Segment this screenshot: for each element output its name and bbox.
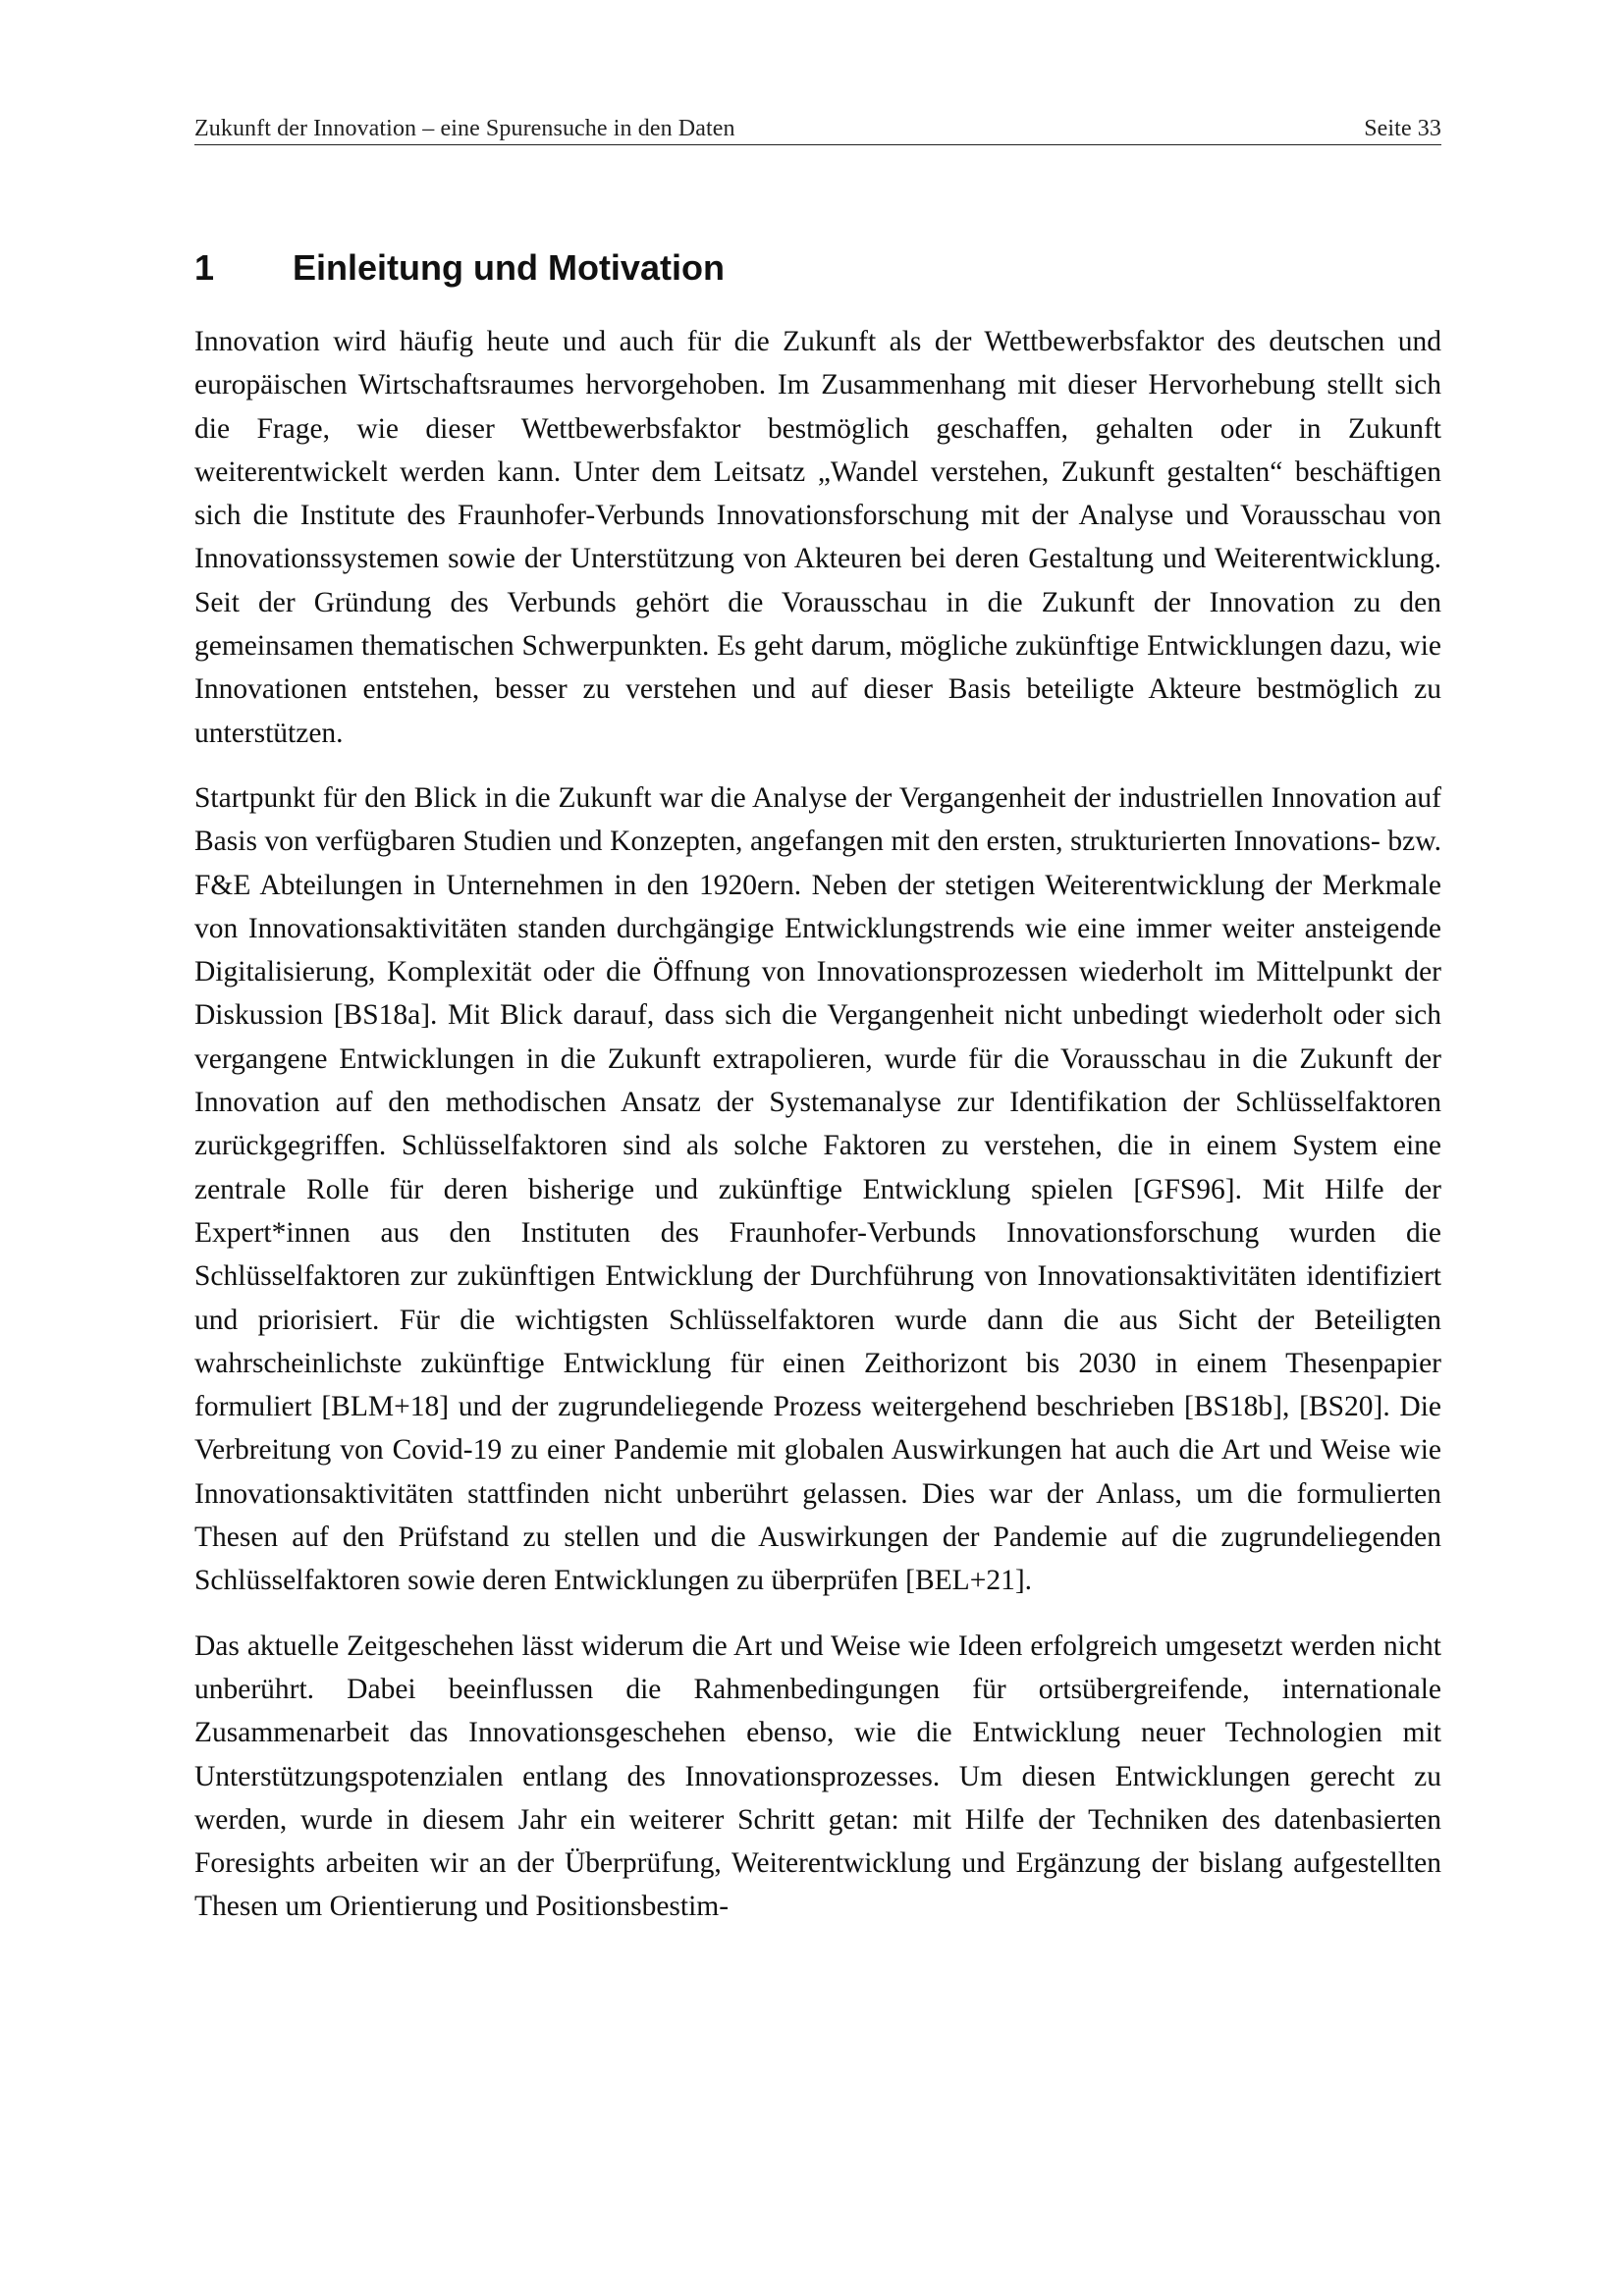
paragraph-1: Innovation wird häufig heute und auch für die Zukunft als der Wettbewerbsfaktor des deutschen und europäischen Wirtschaftsraumes hervorgehoben. Im Zusammenhang mit dieser Hervorhebung stellt sich die Frage, wie dieser Wettbewerbsfaktor bestmöglich geschaffen, gehalten oder in Zukunft weiterentwickelt werden kann. Unter dem Leitsatz „Wandel verstehen, Zukunft gestalten“ beschäftigen sich die Institute des Fraunhofer-Verbunds Innovationsforschung mit der Analyse und Vorausschau von Innovationssystemen sowie der Unterstützung von Akteuren bei deren Gestaltung und Weiterentwicklung. Seit der Gründung des Verbunds gehört die Vorausschau in die Zukunft der Innovation zu den gemeinsamen thematischen Schwerpunkten. Es geht darum, mögliche zukünftige Entwicklungen dazu, wie Innovationen entstehen, besser zu verstehen und auf dieser Basis beteiligte Akteure bestmöglich zu unterstützen. (194, 326, 1441, 749)
paragraph-3: Das aktuelle Zeitgeschehen lässt widerum die Art und Weise wie Ideen erfolgreich umgesetzt werden nicht unberührt. Dabei beeinflussen die Rahmenbedingungen für ortsübergreifende, internationale Zusammenarbeit das Innovationsgeschehen ebenso, wie die Entwicklung neuer Technologien mit Unterstützungspotenzialen entlang des Innovationsprozesses. Um diesen Entwicklungen gerecht zu werden, wurde in diesem Jahr ein weiterer Schritt getan: mit Hilfe der Techniken des datenbasierten Foresights arbeiten wir an der Überprüfung, Weiterentwicklung und Ergänzung der bislang aufgestellten Thesen um Orientierung und Positionsbestim- (194, 1629, 1441, 1923)
paragraph-2: Startpunkt für den Blick in die Zukunft war die Analyse der Vergangenheit der industriellen Innovation auf Basis von verfügbaren Studien und Konzepten, angefangen mit den ersten, strukturierten Innovations- bzw. F&E Abteilungen in Unternehmen in den 1920ern. Neben der stetigen Weiterentwicklung der Merkmale von Innovationsaktivitäten standen durchgängige Entwicklungstrends wie eine immer weiter ansteigende Digitalisierung, Komplexität oder die Öffnung von Innovationsprozessen wiederholt im Mittelpunkt der Diskussion [BS18a]. Mit Blick darauf, dass sich die Vergangenheit nicht unbedingt wiederholt oder sich vergangene Entwicklungen in die Zukunft extrapolieren, wurde für die Vorausschau in die Zukunft der Innovation auf den methodischen Ansatz der Systemanalyse zur Identifikation der Schlüsselfaktoren zurückgegriffen. Schlüsselfaktoren sind als solche Faktoren zu verstehen, die in einem System eine zentrale Rolle für deren bisherige und zukünftige Entwicklung spielen [GFS96]. Mit Hilfe der Expert*innen aus den Instituten des Fraunhofer-Verbunds Innovationsforschung wurden die Schlüsselfaktoren zur zukünftigen Entwicklung der Durchführung von Innovationsaktivitäten identifiziert und priorisiert. Für die wichtigsten Schlüsselfaktoren wurde dann die aus Sicht der Beteiligten wahrscheinlichste zukünftige Entwicklung für einen Zeithorizont bis 2030 in einem Thesenpapier formuliert [BLM+18] und der zugrundeliegende Prozess weitergehend beschrieben [BS18b], [BS20]. Die Verbreitung von Covid-19 zu einer Pandemie mit globalen Auswirkungen hat auch die Art und Weise wie Innovationsaktivitäten stattfinden nicht unberührt gelassen. Dies war der Anlass, um die formulierten Thesen auf den Prüfstand zu stellen und die Auswirkungen der Pandemie auf die zugrundeliegenden Schlüsselfaktoren sowie deren Entwicklungen zu überprüfen [BEL+21]. (194, 781, 1441, 1597)
header-title: Zukunft der Innovation – eine Spurensuche in den Daten (194, 116, 735, 141)
chapter-heading (194, 247, 725, 289)
body-text (194, 320, 1441, 1950)
chapter-number: 1 (194, 247, 215, 288)
running-header (194, 106, 1441, 145)
page-number: Seite 33 (1364, 116, 1441, 141)
chapter-title: Einleitung und Motivation (293, 247, 725, 288)
